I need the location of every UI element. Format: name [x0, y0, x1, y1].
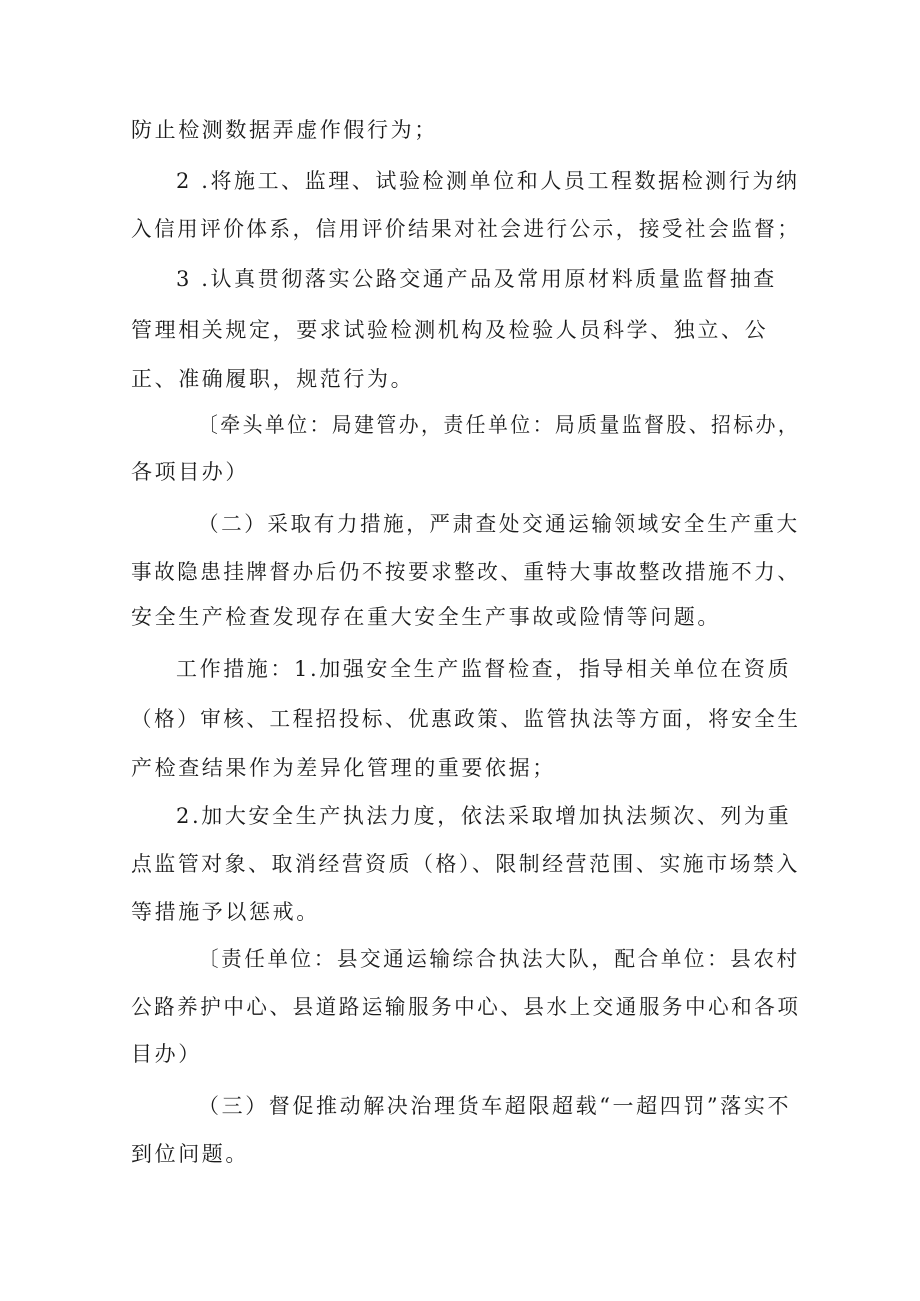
text-line: 2 .将施工、监理、试验检测单位和人员工程数据检测行为纳 — [176, 169, 800, 193]
text-line: 入信用评价体系，信用评价结果对社会进行公示，接受社会监督； — [131, 217, 801, 241]
text-line: 管理相关规定，要求试验检测机构及检验人员科学、独立、公 — [131, 318, 769, 342]
text-line: 〔牵头单位：局建管办，责任单位：局质量监督股、招标办， — [198, 413, 801, 437]
text-line: 2.加大安全生产执法力度，依法采取增加执法频次、列为重 — [176, 804, 792, 828]
text-line: （二）采取有力措施，严肃查处交通运输领域安全生产重大 — [198, 512, 800, 536]
text-line: 目办） — [131, 1042, 202, 1066]
text-line: 产检查结果作为差异化管理的重要依据； — [131, 756, 556, 780]
text-line: 各项目办） — [131, 460, 249, 484]
text-line: 工作措施：1.加强安全生产监督检查，指导相关单位在资质 — [176, 657, 792, 681]
text-line: 安全生产检查发现存在重大安全生产事故或险情等问题。 — [131, 605, 721, 629]
text-line: 点监管对象、取消经营资质（格）、限制经营范围、实施市场禁入 — [131, 852, 800, 876]
text-line: （格）审核、工程招投标、优惠政策、监管执法等方面，将安全生 — [131, 707, 801, 731]
text-line: 到位问题。 — [131, 1142, 249, 1166]
text-line: 等措施予以惩戒。 — [131, 900, 320, 924]
text-line: 〔责任单位：县交通运输综合执法大队，配合单位：县农村 — [198, 947, 800, 971]
text-line: 3 .认真贯彻落实公路交通产品及常用原材料质量监督抽查 — [176, 267, 777, 291]
text-line: 事故隐患挂牌督办后仍不按要求整改、重特大事故整改措施不力、 — [131, 560, 801, 584]
text-line: 公路养护中心、县道路运输服务中心、县水上交通服务中心和各项 — [131, 995, 801, 1019]
text-line: 正、准确履职，规范行为。 — [131, 367, 415, 391]
text-line: 防止检测数据弄虚作假行为； — [131, 118, 438, 142]
text-line: （三）督促推动解决治理货车超限超载“一超四罚”落实不 — [198, 1094, 792, 1118]
